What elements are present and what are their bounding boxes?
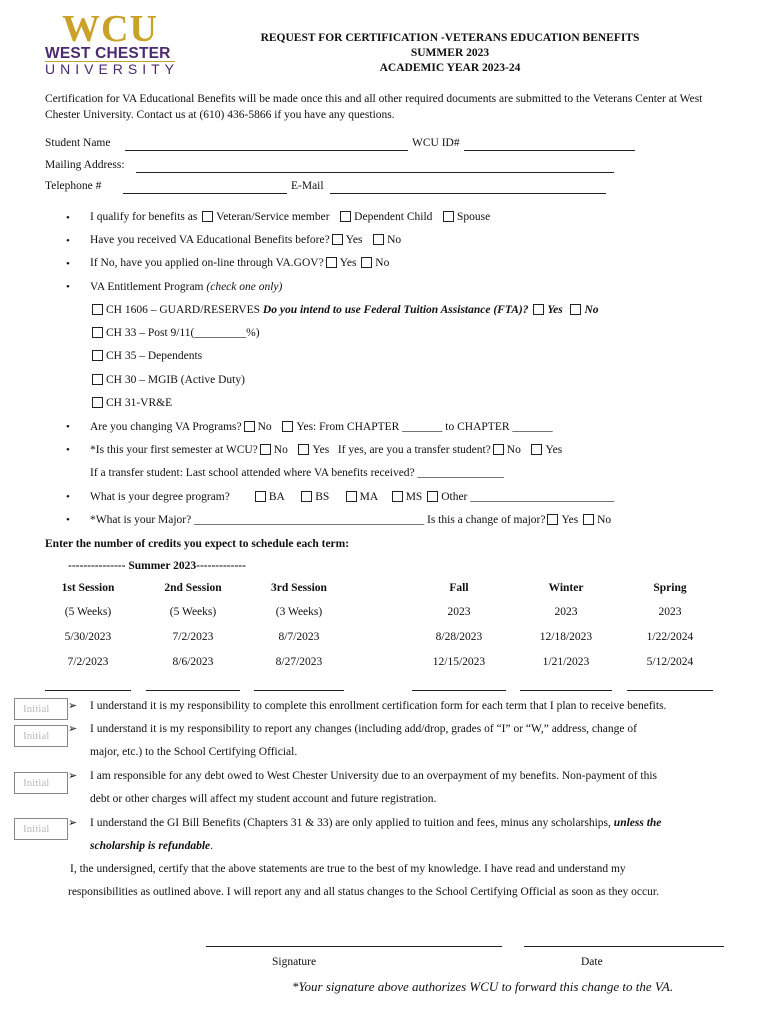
telephone-field[interactable] <box>123 193 287 194</box>
change-major-label: Is this a change of major? <box>427 514 546 526</box>
ch30-label: CH 30 – MGIB (Active Duty) <box>106 374 245 386</box>
applied-no-checkbox[interactable] <box>361 257 372 268</box>
student-name-field[interactable] <box>125 150 408 151</box>
ch35-row <box>90 350 202 362</box>
mailing-address-label: Mailing Address: <box>45 159 125 171</box>
first-semester-yes-label: Yes <box>312 444 330 456</box>
change-major-yes-checkbox[interactable] <box>547 514 558 525</box>
change-major-no-checkbox[interactable] <box>583 514 594 525</box>
date-label: Date <box>581 956 603 968</box>
ack-gi-bill-text: I understand the GI Bill Benefits (Chapters 31 & 33) are only applied to tuition and fees, minus any scholarships, <box>90 817 611 829</box>
received-no-checkbox[interactable] <box>373 234 384 245</box>
logo-university: UNIVERSITY <box>45 61 180 77</box>
summer-heading: --------------- Summer 2023------------- <box>68 560 246 572</box>
transfer-question: If yes, are you a transfer student? <box>337 444 491 456</box>
changing-no-checkbox[interactable] <box>244 421 255 432</box>
applied-yes-label: Yes <box>339 257 357 269</box>
term-start: 7/2/2023 <box>172 631 214 643</box>
ack-gi-bill-emphasis: unless the <box>613 817 662 829</box>
term-name: Winter <box>548 582 584 594</box>
ack-enrollment: I understand it is my responsibility to complete this enrollment certification form for each term that I plan to receive benefits. <box>90 700 667 712</box>
first-semester-no-checkbox[interactable] <box>260 444 271 455</box>
ack-gi-bill-cont <box>90 840 213 852</box>
term-credits-field[interactable] <box>627 690 713 691</box>
term-credits-field[interactable] <box>146 690 240 691</box>
bullet: • <box>66 235 70 247</box>
transfer-no-label: No <box>506 444 521 456</box>
degree-program-question <box>90 491 614 503</box>
term-credits-field[interactable] <box>254 690 344 691</box>
fta-no-checkbox[interactable] <box>570 304 581 315</box>
term-credits-field[interactable] <box>412 690 506 691</box>
bullet: • <box>66 258 70 270</box>
dependent-checkbox[interactable] <box>340 211 351 222</box>
ch31-row <box>90 397 172 409</box>
ma-checkbox[interactable] <box>346 491 357 502</box>
arrow-bullet-icon: ➢ <box>68 722 78 735</box>
certify-line-1: I, the undersigned, certify that the above statements are true to the best of my knowledge. I have read and understand my <box>70 863 626 875</box>
term-length: (5 Weeks) <box>169 606 217 618</box>
initial-box-3[interactable]: Initial <box>14 772 68 794</box>
ma-label: MA <box>359 491 379 503</box>
ch33-checkbox[interactable] <box>92 327 103 338</box>
term-end: 5/12/2024 <box>646 656 694 668</box>
received-yes-label: Yes <box>345 234 363 246</box>
bullet: • <box>66 421 70 433</box>
bullet: • <box>66 281 70 293</box>
term-start: 5/30/2023 <box>64 631 112 643</box>
telephone-label: Telephone # <box>45 180 102 192</box>
transfer-yes-label: Yes <box>545 444 563 456</box>
term-end: 12/15/2023 <box>432 656 486 668</box>
term-credits-field[interactable] <box>45 690 131 691</box>
bullet: • <box>66 444 70 456</box>
first-semester-yes-checkbox[interactable] <box>298 444 309 455</box>
term-length: 2023 <box>554 606 578 618</box>
term-name: Spring <box>653 582 687 594</box>
ch33-label: CH 33 – Post 9/11(_________%) <box>106 327 260 339</box>
certify-line-2: responsibilities as outlined above. I will report any and all status changes to the School Certifying Official as soon as they occur. <box>68 886 659 898</box>
entitlement-program-question <box>90 281 282 293</box>
change-major-no-label: No <box>597 514 612 526</box>
ch1606-label: CH 1606 – GUARD/RESERVES <box>106 304 261 316</box>
ch30-checkbox[interactable] <box>92 374 103 385</box>
term-length: (5 Weeks) <box>64 606 112 618</box>
term-start: 1/22/2024 <box>646 631 694 643</box>
term-length: 2023 <box>658 606 682 618</box>
form-title: REQUEST FOR CERTIFICATION -VETERANS EDUCATION BENEFITS <box>260 32 640 44</box>
term-end: 8/27/2023 <box>275 656 323 668</box>
email-label: E-Mail <box>291 180 324 192</box>
signature-label: Signature <box>272 956 317 968</box>
received-benefits-question <box>90 234 401 246</box>
changing-programs-label: Are you changing VA Programs? <box>90 421 242 433</box>
received-no-label: No <box>387 234 402 246</box>
applied-no-label: No <box>375 257 390 269</box>
ba-label: BA <box>268 491 285 503</box>
term-name: 3rd Session <box>271 582 327 594</box>
ba-checkbox[interactable] <box>255 491 266 502</box>
received-benefits-label: Have you received VA Educational Benefits before? <box>90 234 330 246</box>
ch35-checkbox[interactable] <box>92 350 103 361</box>
ch33-row <box>90 327 260 339</box>
ack-report-changes: I understand it is my responsibility to report any changes (including add/drop, grades of “I” or “W,” address, change of <box>90 723 637 735</box>
email-field[interactable] <box>330 193 606 194</box>
logo-west-chester: WEST CHESTER <box>45 45 171 62</box>
initial-box-1[interactable]: Initial <box>14 698 68 720</box>
fta-yes-label: Yes <box>547 304 563 316</box>
degree-program-label: What is your degree program? <box>90 491 230 503</box>
mailing-address-field[interactable] <box>136 172 614 173</box>
date-field[interactable] <box>524 946 724 947</box>
ack-debt: I am responsible for any debt owed to West Chester University due to an overpayment of my benefits. Non-payment of this <box>90 770 658 782</box>
last-school-question: If a transfer student: Last school attended where VA benefits received? _______________ <box>90 467 504 479</box>
term-start: 8/7/2023 <box>278 631 320 643</box>
applied-yes-checkbox[interactable] <box>326 257 337 268</box>
first-semester-no-label: No <box>273 444 288 456</box>
student-name-label: Student Name <box>45 137 111 149</box>
ch1606-row <box>90 304 599 316</box>
arrow-bullet-icon: ➢ <box>68 699 78 712</box>
veteran-label: Veteran/Service member <box>216 211 330 223</box>
other-checkbox[interactable] <box>427 491 438 502</box>
transfer-yes-checkbox[interactable] <box>531 444 542 455</box>
bs-checkbox[interactable] <box>301 491 312 502</box>
received-yes-checkbox[interactable] <box>332 234 343 245</box>
ch35-label: CH 35 – Dependents <box>106 350 203 362</box>
spouse-checkbox[interactable] <box>443 211 454 222</box>
footer-note: *Your signature above authorizes WCU to forward this change to the VA. <box>292 979 674 994</box>
first-semester-label: *Is this your first semester at WCU? <box>90 444 258 456</box>
term-name: Fall <box>449 582 469 594</box>
term-start: 8/28/2023 <box>435 631 483 643</box>
fta-question: Do you intend to use Federal Tuition Assistance (FTA)? <box>262 304 529 316</box>
term-length: 2023 <box>447 606 471 618</box>
applied-online-question <box>90 257 389 269</box>
intro-paragraph: Certification for VA Educational Benefits will be made once this and all other required documents are submitted to the Veterans Center at West Chester University. Contact us at (610) 436-5866 if you have any questions. <box>45 93 703 121</box>
term-end: 8/6/2023 <box>172 656 214 668</box>
major-question <box>90 514 611 526</box>
ack-report-changes-cont: major, etc.) to the School Certifying Official. <box>90 746 298 758</box>
ack-gi-bill <box>90 817 661 829</box>
initial-box-2[interactable]: Initial <box>14 725 68 747</box>
ack-gi-bill-refundable: scholarship is refundable <box>90 840 211 852</box>
ms-label: MS <box>405 491 423 503</box>
term-end: 7/2/2023 <box>67 656 109 668</box>
spouse-label: Spouse <box>457 211 491 223</box>
term-end: 1/21/2023 <box>542 656 590 668</box>
ack-debt-cont: debt or other charges will affect my student account and future registration. <box>90 793 437 805</box>
fta-yes-checkbox[interactable] <box>533 304 544 315</box>
term-credits-field[interactable] <box>520 690 612 691</box>
form-subtitle-term: SUMMER 2023 <box>410 47 490 59</box>
fta-no-label: No <box>584 304 599 316</box>
bullet: • <box>66 212 70 224</box>
bullet: • <box>66 491 70 503</box>
changing-yes-label: Yes: From CHAPTER _______ to CHAPTER _______ <box>296 421 553 433</box>
other-label: Other _________________________ <box>441 491 615 503</box>
change-major-yes-label: Yes <box>561 514 579 526</box>
changing-no-label: No <box>257 421 272 433</box>
first-semester-question <box>90 444 562 456</box>
ch30-row <box>90 374 245 386</box>
veteran-checkbox[interactable] <box>202 211 213 222</box>
ack-gi-bill-period: . <box>210 840 214 852</box>
bullet: • <box>66 514 70 526</box>
changing-programs-question <box>90 421 553 433</box>
signature-field[interactable] <box>206 946 502 947</box>
qualify-question <box>90 211 490 223</box>
dependent-label: Dependent Child <box>354 211 433 223</box>
term-name: 2nd Session <box>164 582 222 594</box>
ch1606-checkbox[interactable] <box>92 304 103 315</box>
applied-online-label: If No, have you applied on-line through VA.GOV? <box>90 257 324 269</box>
form-subtitle-year: ACADEMIC YEAR 2023-24 <box>379 62 521 74</box>
logo-wcu: WCU <box>62 8 158 50</box>
ch31-label: CH 31-VR&E <box>106 397 173 409</box>
transfer-no-checkbox[interactable] <box>493 444 504 455</box>
entitlement-hint: (check one only) <box>206 281 283 293</box>
entitlement-label: VA Entitlement Program <box>90 281 204 293</box>
changing-yes-checkbox[interactable] <box>282 421 293 432</box>
term-start: 12/18/2023 <box>539 631 593 643</box>
arrow-bullet-icon: ➢ <box>68 769 78 782</box>
term-length: (3 Weeks) <box>275 606 323 618</box>
major-label: *What is your Major? ________________________________________ <box>90 514 425 526</box>
ch31-checkbox[interactable] <box>92 397 103 408</box>
ms-checkbox[interactable] <box>392 491 403 502</box>
arrow-bullet-icon: ➢ <box>68 816 78 829</box>
initial-box-4[interactable]: Initial <box>14 818 68 840</box>
term-name: 1st Session <box>61 582 115 594</box>
credits-heading: Enter the number of credits you expect to schedule each term: <box>45 538 350 550</box>
wcu-id-label: WCU ID# <box>412 137 460 149</box>
bs-label: BS <box>315 491 330 503</box>
qualify-label: I qualify for benefits as <box>90 211 198 223</box>
wcu-id-field[interactable] <box>464 150 635 151</box>
